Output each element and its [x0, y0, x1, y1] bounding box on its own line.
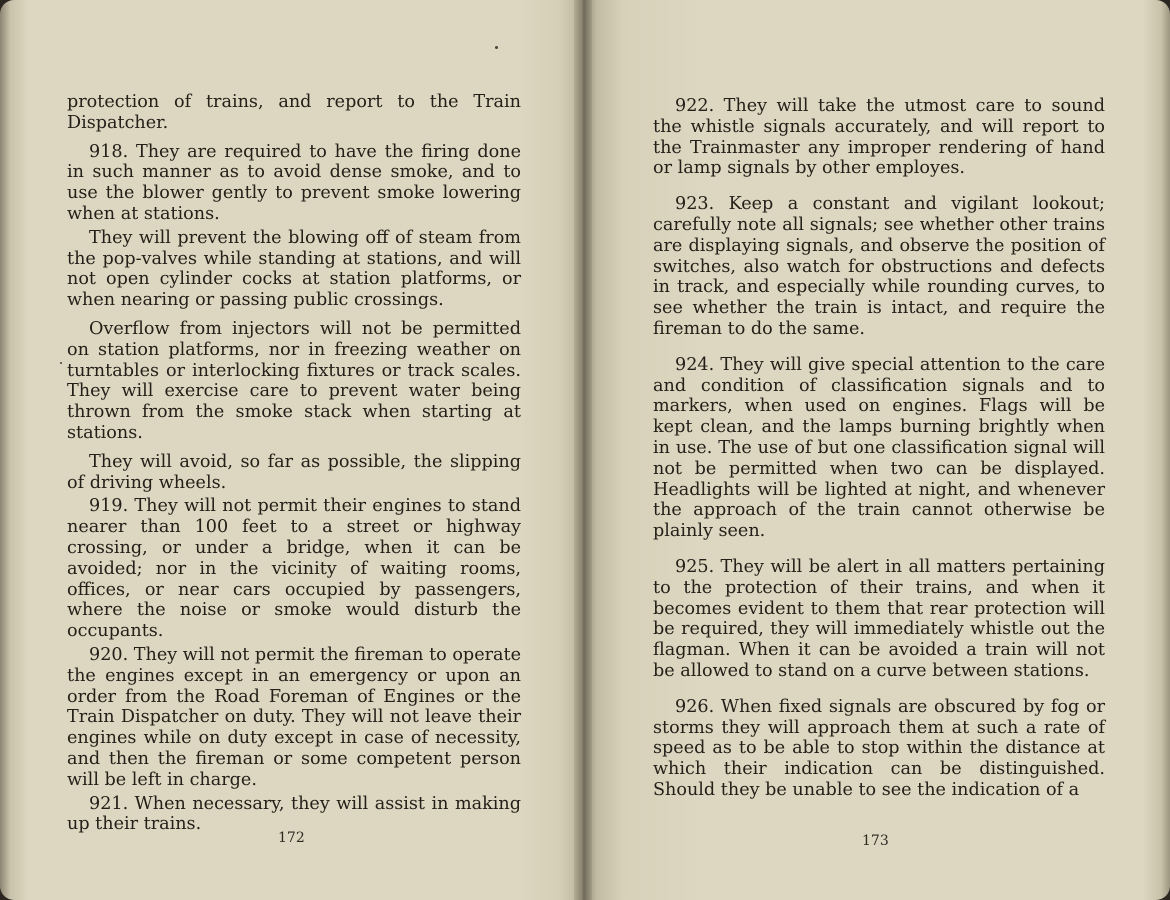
rule-923: 923. Keep a constant and vigilant lookout; carefully note all signals; see whether other trains are displaying signals, and observe the position of switches, also watch for obstructions and defects in track, and especially while rounding curves, to see whether the train is intact, and require the fireman to do the same.: [653, 194, 1105, 339]
rule-925: 925. They will be alert in all matters pertaining to the protection of their trains, and when it becomes evident to them that rear protection will be required, they will immediately whistle out the flagman. When it can be avoided a train will not be allowed to stand on a curve between stations.: [653, 556, 1105, 681]
paper-speck: [60, 362, 62, 364]
paragraph-injectors: Overflow from injectors will not be permitted on station platforms, nor in freezing weather on turntables or interlocking fixtures or track scales. They will exercise care to prevent water being thrown from the smoke stack when starting at stations.: [67, 318, 521, 443]
rule-926: 926. When fixed signals are obscured by fog or storms they will approach them at such a rate of speed as to be able to stop within the distance at which their indication can be distinguished. Should they be unable to see the indication of a: [653, 696, 1105, 800]
book-gutter: [574, 0, 592, 900]
page-number-left: 172: [278, 830, 305, 846]
paragraph-slipping: They will avoid, so far as possible, the slipping of driving wheels.: [67, 451, 521, 493]
right-page-text: [653, 96, 1105, 812]
rule-922: 922. They will take the utmost care to sound the whistle signals accurately, and will report to the Trainmaster any improper rendering of hand or lamp signals by other employes.: [653, 96, 1105, 179]
right-page: [583, 0, 1170, 900]
rule-920: 920. They will not permit the fireman to operate the engines except in an emergency or upon an order from the Road Foreman of Engines or the Train Dispatcher on duty. They will not leave their engines while on duty except in case of necessity, and then the fireman or some competent person will be left in charge.: [67, 644, 521, 790]
left-page-text: [67, 92, 521, 838]
page-number-right: 173: [862, 833, 889, 849]
left-page: [0, 0, 583, 900]
rule-919: 919. They will not permit their engines to stand nearer than 100 feet to a street or highway crossing, or under a bridge, when it can be avoided; nor in the vicinity of waiting rooms, offices, or near cars occupied by passengers, where the noise or smoke would disturb the occupants.: [67, 496, 521, 642]
paragraph-pop-valves: They will prevent the blowing off of steam from the pop-valves while standing at stations, and will not open cylinder cocks at station platforms, or when nearing or passing public crossings.: [67, 227, 521, 311]
rule-918: 918. They are required to have the firing done in such manner as to avoid dense smoke, and to use the blower gently to prevent smoke lowering when at stations.: [67, 141, 521, 224]
rule-921: 921. When necessary, they will assist in making up their trains.: [67, 793, 521, 835]
paragraph-continuation: protection of trains, and report to the Train Dispatcher.: [67, 92, 521, 133]
rule-924: 924. They will give special attention to the care and condition of classification signals and to markers, when used on engines. Flags will be kept clean, and the lamps burning brightly when in use. The use of but one classification signal will not be permitted when two can be displayed. Headlights will be lighted at night, and whenever the approach of the train cannot otherwise be plainly seen.: [653, 354, 1105, 542]
paper-speck: [495, 46, 498, 49]
